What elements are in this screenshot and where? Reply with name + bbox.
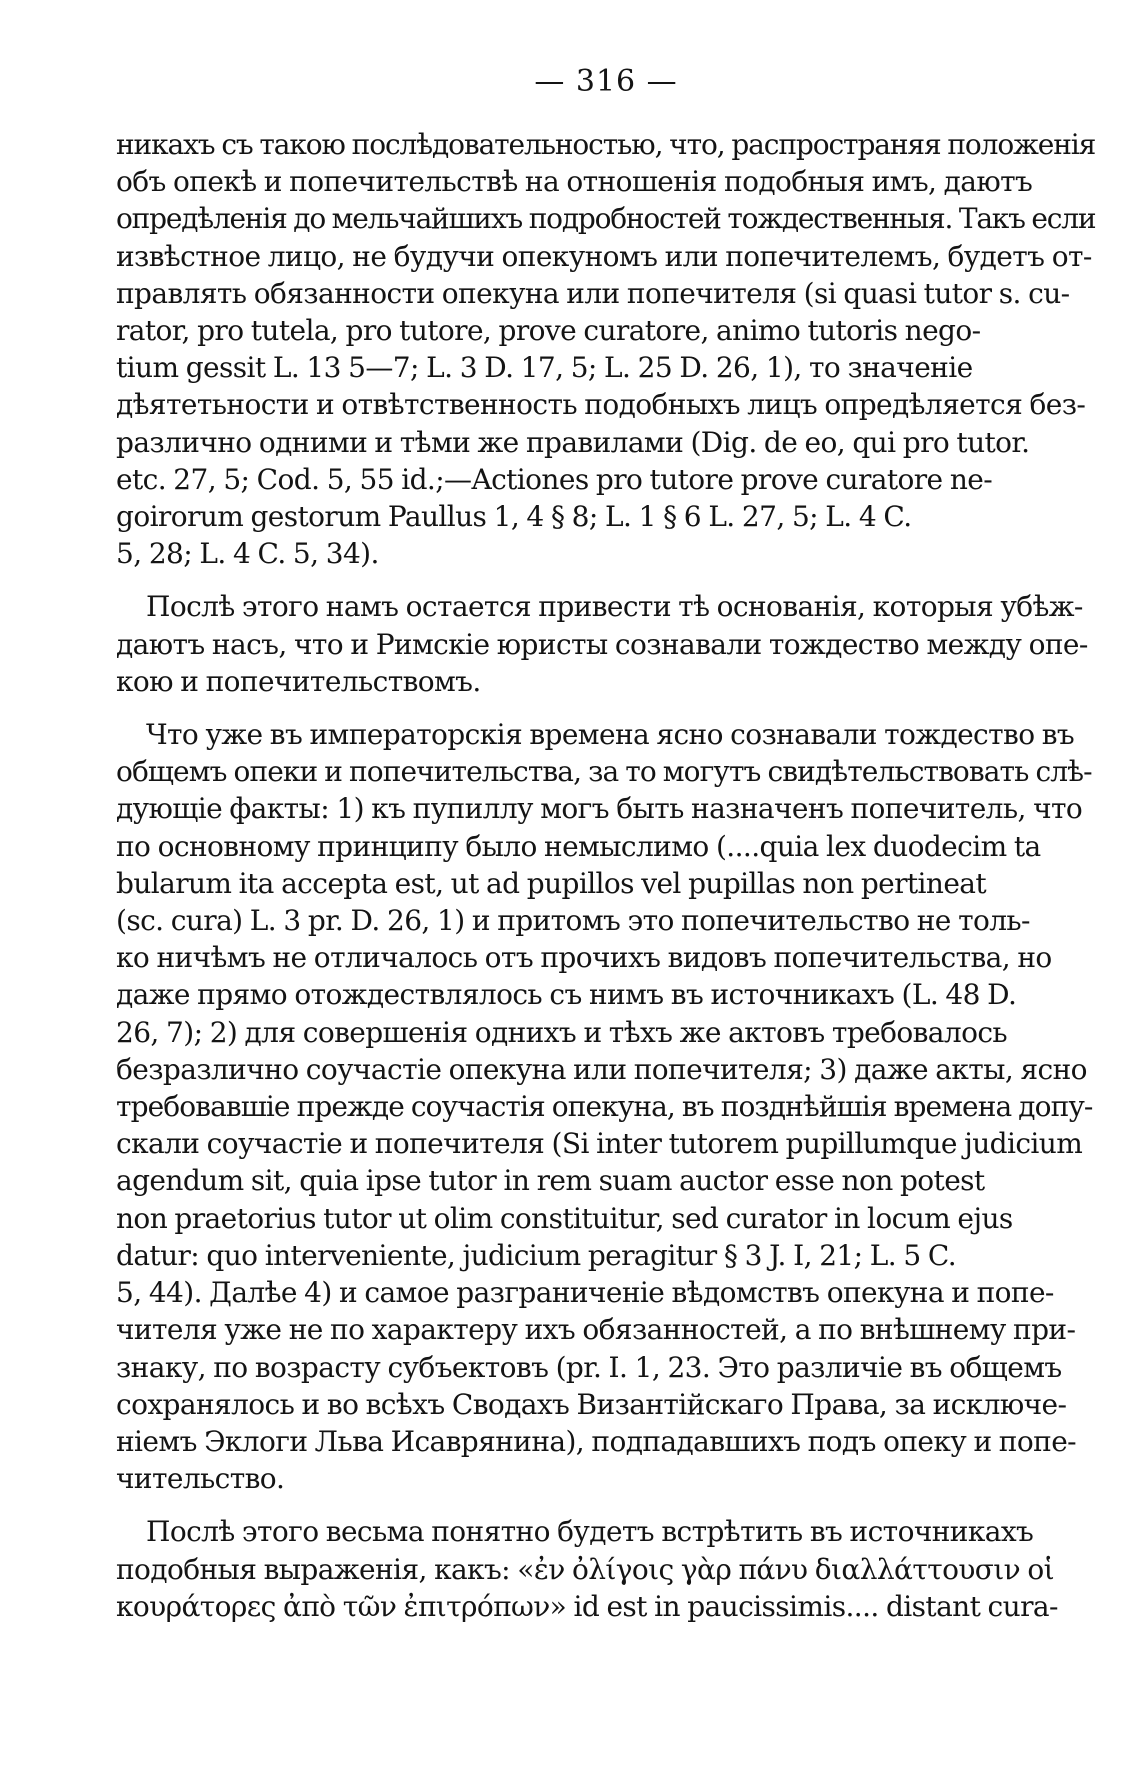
text-line: datur: quo interveniente, judicium peragitur § 3 J. I, 21; L. 5 C. — [116, 1238, 956, 1272]
text-line: ніемъ Эклоги Льва Исаврянина), подпадавшихъ подъ опеку и попе- — [116, 1424, 1077, 1458]
text-line: ко ничѣмъ не отличалось отъ прочихъ видовъ попечительства, но — [116, 941, 1052, 975]
text-line: (sc. cura) L. 3 pr. D. 26, 1) и притомъ это попечительство не толь- — [116, 904, 1030, 938]
text-line: etc. 27, 5; Cod. 5, 55 id.;—Actiones pro tutore prove curatore ne- — [116, 462, 993, 496]
text-line: 26, 7); 2) для совершенія однихъ и тѣхъ же актовъ требовалось — [116, 1015, 1008, 1049]
paragraph-reasons — [116, 588, 1096, 700]
text-line: извѣстное лицо, не будучи опекуномъ или попечителемъ, будетъ от- — [116, 239, 1092, 273]
text-line: знаку, по возрасту субъектовъ (pr. I. 1, 23. Это различіе въ общемъ — [116, 1350, 1062, 1384]
text-line: non praetorius tutor ut olim constituitur, sed curator in locum ejus — [116, 1201, 1013, 1235]
text-line: скали соучастіе и попечителя (Si inter tutorem pupillumque judicium — [116, 1127, 1083, 1161]
text-line: безразлично соучастіе опекуна или попечителя; 3) даже акты, ясно — [116, 1052, 1087, 1086]
text-line: чителя уже не по характеру ихъ обязанностей, а по внѣшнему при- — [116, 1313, 1076, 1347]
text-line: даже прямо отождествлялось съ нимъ въ источникахъ (L. 48 D. — [116, 978, 1017, 1012]
text-line: 5, 28; L. 4 C. 5, 34). — [116, 537, 379, 571]
text-line: bularum ita accepta est, ut ad pupillos vel pupillas non pertineat — [116, 866, 987, 900]
text-line: чительство. — [116, 1462, 285, 1496]
paragraph-facts — [116, 716, 1096, 1497]
text-line: Что уже въ императорскія времена ясно сознавали тождество въ — [146, 718, 1075, 752]
text-line: дующіе факты: 1) къ пупиллу могъ быть назначенъ попечитель, что — [116, 792, 1083, 826]
text-line: сохранялось и во всѣхъ Сводахъ Византійскаго Права, за исключе- — [116, 1387, 1067, 1421]
text-line: rator, pro tutela, pro tutore, prove curatore, animo tutoris nego- — [116, 314, 981, 348]
page-number: — 316 — — [534, 64, 678, 99]
text-line: требовавшіе прежде соучастія опекуна, въ позднѣйшія времена допу- — [116, 1090, 1093, 1124]
text-line: κουράτορες ἀπὸ τῶν ἐπιτρόπων» id est in paucissimis.... distant cura- — [116, 1589, 1058, 1623]
book-page — [116, 62, 1096, 1641]
text-line: по основному принципу было немыслимо (....quia lex duodecim ta — [116, 829, 1041, 863]
text-line: правлять обязанности опекуна или попечителя (si quasi tutor s. cu- — [116, 276, 1070, 310]
text-line: Послѣ этого весьма понятно будетъ встрѣтить въ источникахъ — [146, 1515, 1034, 1549]
text-line: общемъ опеки и попечительства, за то могутъ свидѣтельствовать слѣ- — [116, 755, 1092, 789]
text-line: опредѣленія до мельчайшихъ подробностей тождественныя. Такъ если — [116, 202, 1096, 236]
text-line: различно одними и тѣми же правилами (Dig. de eo, qui pro tutor. — [116, 425, 1030, 459]
text-line: дѣятетьности и отвѣтственность подобныхъ лицъ опредѣляется без- — [116, 388, 1086, 422]
text-line: 5, 44). Далѣе 4) и самое разграниченіе вѣдомствъ опекуна и попе- — [116, 1276, 1054, 1310]
text-line: Послѣ этого намъ остается привести тѣ основанія, которыя убѣж- — [146, 590, 1083, 624]
text-line: объ опекѣ и попечительствѣ на отношенія подобныя имъ, даютъ — [116, 165, 1033, 199]
text-line: кою и попечительствомъ. — [116, 664, 481, 698]
text-line: подобныя выраженія, какъ: «ἐν ὀλίγοις γὰρ πάνυ διαλλάττουσιν οἱ — [116, 1552, 1055, 1586]
text-line: даютъ насъ, что и Римскіе юристы сознавали тождество между опе- — [116, 627, 1088, 661]
text-line: tium gessit L. 13 5—7; L. 3 D. 17, 5; L. 25 D. 26, 1), то значеніе — [116, 351, 973, 385]
paragraph-greek-quote — [116, 1513, 1096, 1625]
paragraph-continuation — [116, 126, 1096, 572]
text-line: никахъ съ такою послѣдовательностью, что, распространяя положенія — [116, 128, 1096, 161]
text-line: agendum sit, quia ipse tutor in rem suam auctor esse non potest — [116, 1164, 985, 1198]
text-line: goirorum gestorum Paullus 1, 4 § 8; L. 1 § 6 L. 27, 5; L. 4 C. — [116, 500, 912, 534]
